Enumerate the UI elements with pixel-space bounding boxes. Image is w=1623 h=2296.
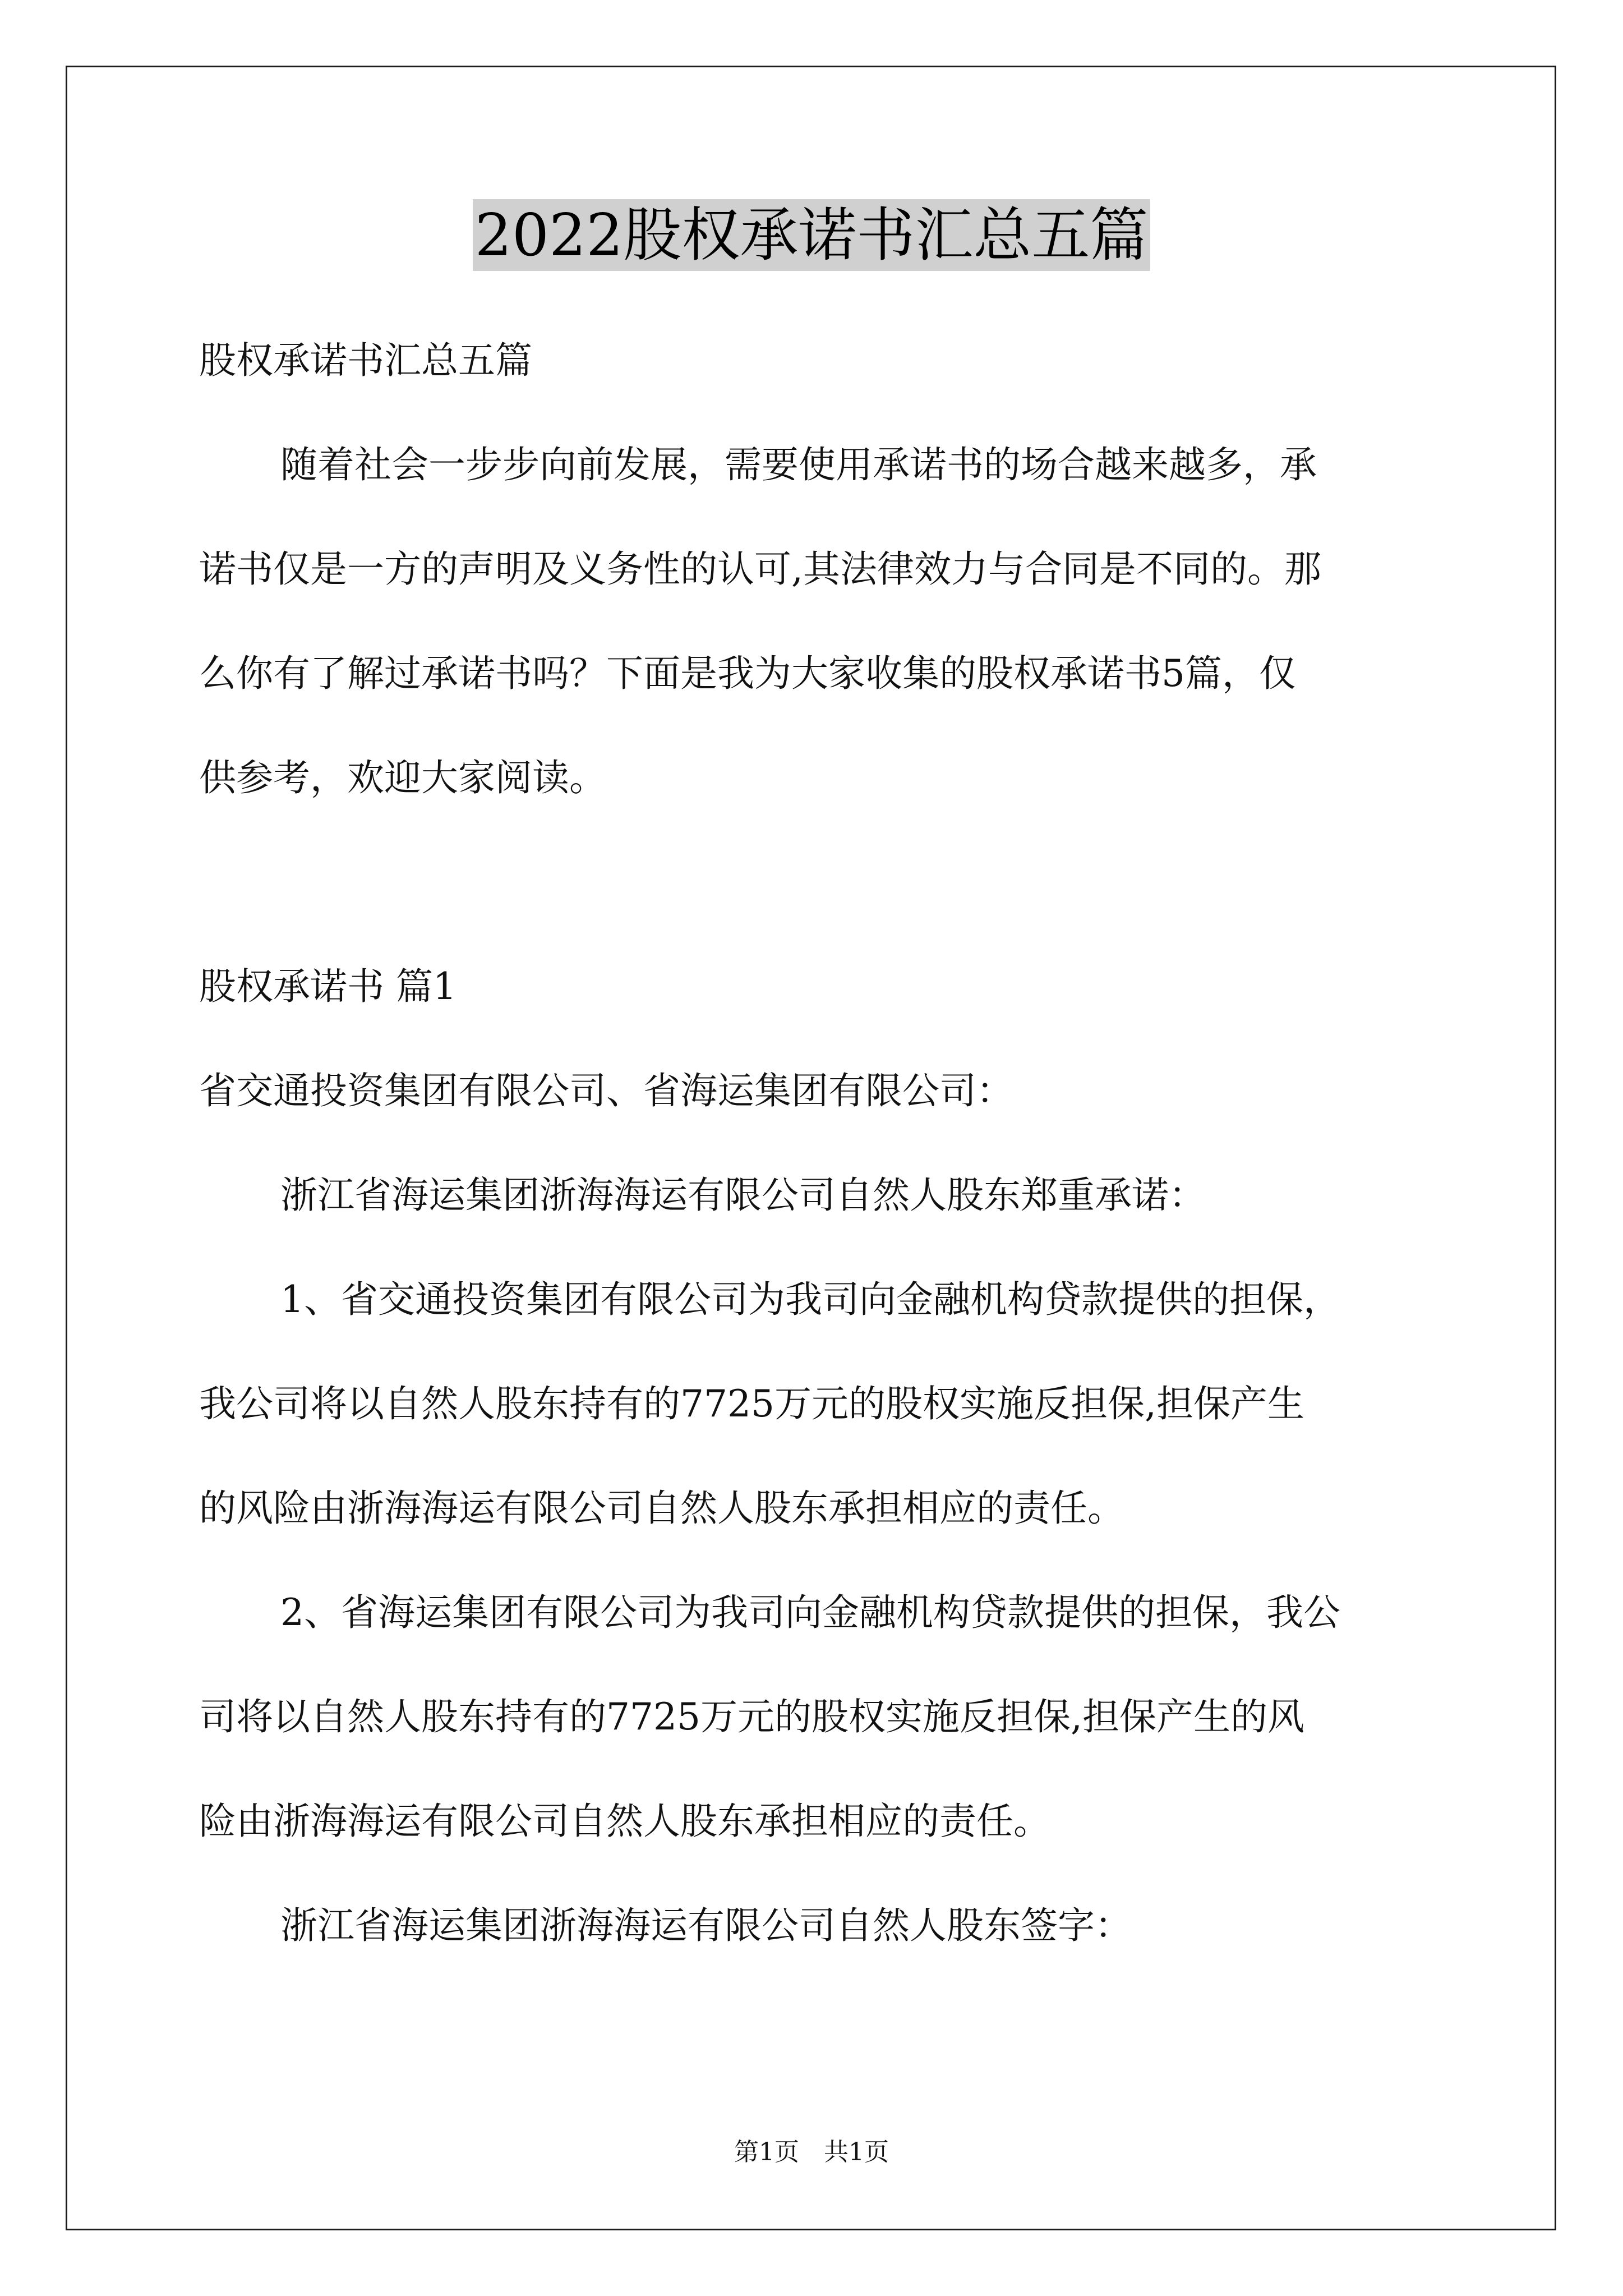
item-1-line: 1、省交通投资集团有限公司为我司向金融机构贷款提供的担保， (280, 1278, 1340, 1321)
item-2-line: 2、省海运集团有限公司为我司向金融机构贷款提供的担保，我公 (280, 1591, 1340, 1634)
addressee: 省交通投资集团有限公司、省海运集团有限公司： (199, 1069, 1013, 1112)
page-footer: 第1页 共1页 (734, 2138, 889, 2166)
intro-paragraph (199, 413, 1433, 830)
intro-line: 随着社会一步步向前发展，需要使用承诺书的场合越来越多，承 (280, 443, 1317, 486)
document-title: 2022股权承诺书汇总五篇 (473, 199, 1151, 271)
document-body (199, 309, 1433, 1978)
intro-line: 诺书仅是一方的声明及义务性的认可,其法律效力与合同是不同的。那 (199, 547, 1321, 591)
intro-line: 供参考，欢迎大家阅读。 (199, 756, 606, 799)
item-1 (199, 1248, 1433, 1561)
item-1-line: 的风险由浙海海运有限公司自然人股东承担相应的责任。 (199, 1487, 1124, 1530)
item-2 (199, 1561, 1433, 1874)
signature-line: 浙江省海运集团浙海海运有限公司自然人股东签字： (280, 1904, 1132, 1947)
spacer (199, 830, 1433, 935)
section-heading: 股权承诺书 篇1 (199, 965, 457, 1008)
intro-line: 么你有了解过承诺书吗？下面是我为大家收集的股权承诺书5篇，仅 (199, 652, 1296, 695)
item-2-line: 险由浙海海运有限公司自然人股东承担相应的责任。 (199, 1800, 1050, 1843)
subtitle: 股权承诺书汇总五篇 (199, 339, 532, 382)
statement: 浙江省海运集团浙海海运有限公司自然人股东郑重承诺： (280, 1174, 1206, 1217)
item-1-line: 我公司将以自然人股东持有的7725万元的股权实施反担保,担保产生 (199, 1382, 1304, 1425)
item-2-line: 司将以自然人股东持有的7725万元的股权实施反担保,担保产生的风 (199, 1695, 1304, 1738)
title-container (0, 199, 1623, 271)
